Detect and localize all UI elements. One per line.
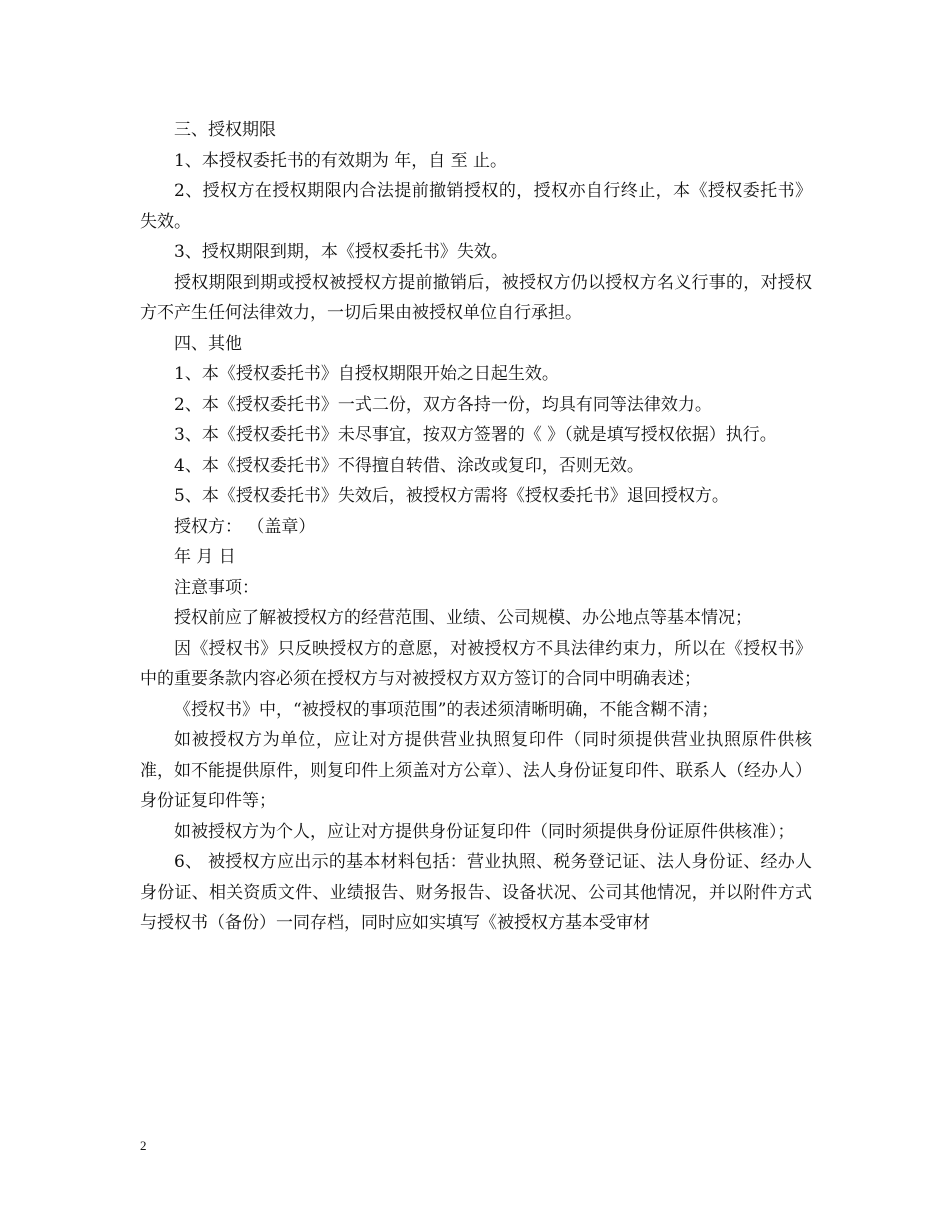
paragraph: 2、授权方在授权期限内合法提前撤销授权的，授权亦自行终止，本《授权委托书》失效。 <box>140 181 812 232</box>
paragraph: 如被授权方为个人，应让对方提供身份证复印件（同时须提供身份证原件供核准）； <box>174 821 795 842</box>
paragraph: 3、本《授权委托书》未尽事宜，按双方签署的《 》（就是填写授权依据）执行。 <box>174 425 777 445</box>
paragraph: 6、 被授权方应出示的基本材料包括：营业执照、税务登记证、法人身份证、经办人身份证、相关资质文件、业绩报告、财务报告、设备状况、公司其他情况，并以附件方式与授权书（备份）一同存档，同时应如实填写《被授权方基本受审材 <box>140 852 812 933</box>
paragraph: 5、本《授权委托书》失效后，被授权方需将《授权委托书》退回授权方。 <box>174 486 729 506</box>
paragraph: 授权前应了解被授权方的经营范围、业绩、公司规模、办公地点等基本情况； <box>174 608 752 628</box>
paragraph: 4、本《授权委托书》不得擅自转借、涂改或复印，否则无效。 <box>174 455 644 476</box>
paragraph: 3、授权期限到期，本《授权委托书》失效。 <box>174 242 508 262</box>
paragraph: 《授权书》中，“被授权的事项范围”的表述须清晰明确，不能含糊不清； <box>174 699 719 720</box>
section-heading-term: 三、授权期限 <box>174 120 276 140</box>
date-line: 年 月 日 <box>174 547 236 567</box>
paragraph: 1、本授权委托书的有效期为 年，自 至 止。 <box>174 150 508 171</box>
paragraph: 1、本《授权委托书》自授权期限开始之日起生效。 <box>174 364 559 384</box>
paragraph: 因《授权书》只反映授权方的意愿，对被授权方不具法律约束力，所以在《授权书》中的重要条款内容必须在授权方与对被授权方双方签订的合同中明确表述； <box>140 638 812 689</box>
paragraph: 2、本《授权委托书》一式二份，双方各持一份，均具有同等法律效力。 <box>174 394 712 415</box>
section-heading-other: 四、其他 <box>174 333 242 354</box>
paragraph: 授权期限到期或授权被授权方提前撤销后，被授权方仍以授权方名义行事的，对授权方不产生任何法律效力，一切后果由被授权单位自行承担。 <box>140 272 812 323</box>
paragraph: 如被授权方为单位，应让对方提供营业执照复印件（同时须提供营业执照原件供核准，如不能提供原件，则复印件上须盖对方公章）、法人身份证复印件、联系人（经办人）身份证复印件等； <box>140 730 812 811</box>
signature-line: 授权方： （盖章） <box>174 516 316 537</box>
notes-heading: 注意事项： <box>174 577 259 598</box>
document-body <box>140 115 812 939</box>
page-number: 2 <box>140 1138 147 1153</box>
